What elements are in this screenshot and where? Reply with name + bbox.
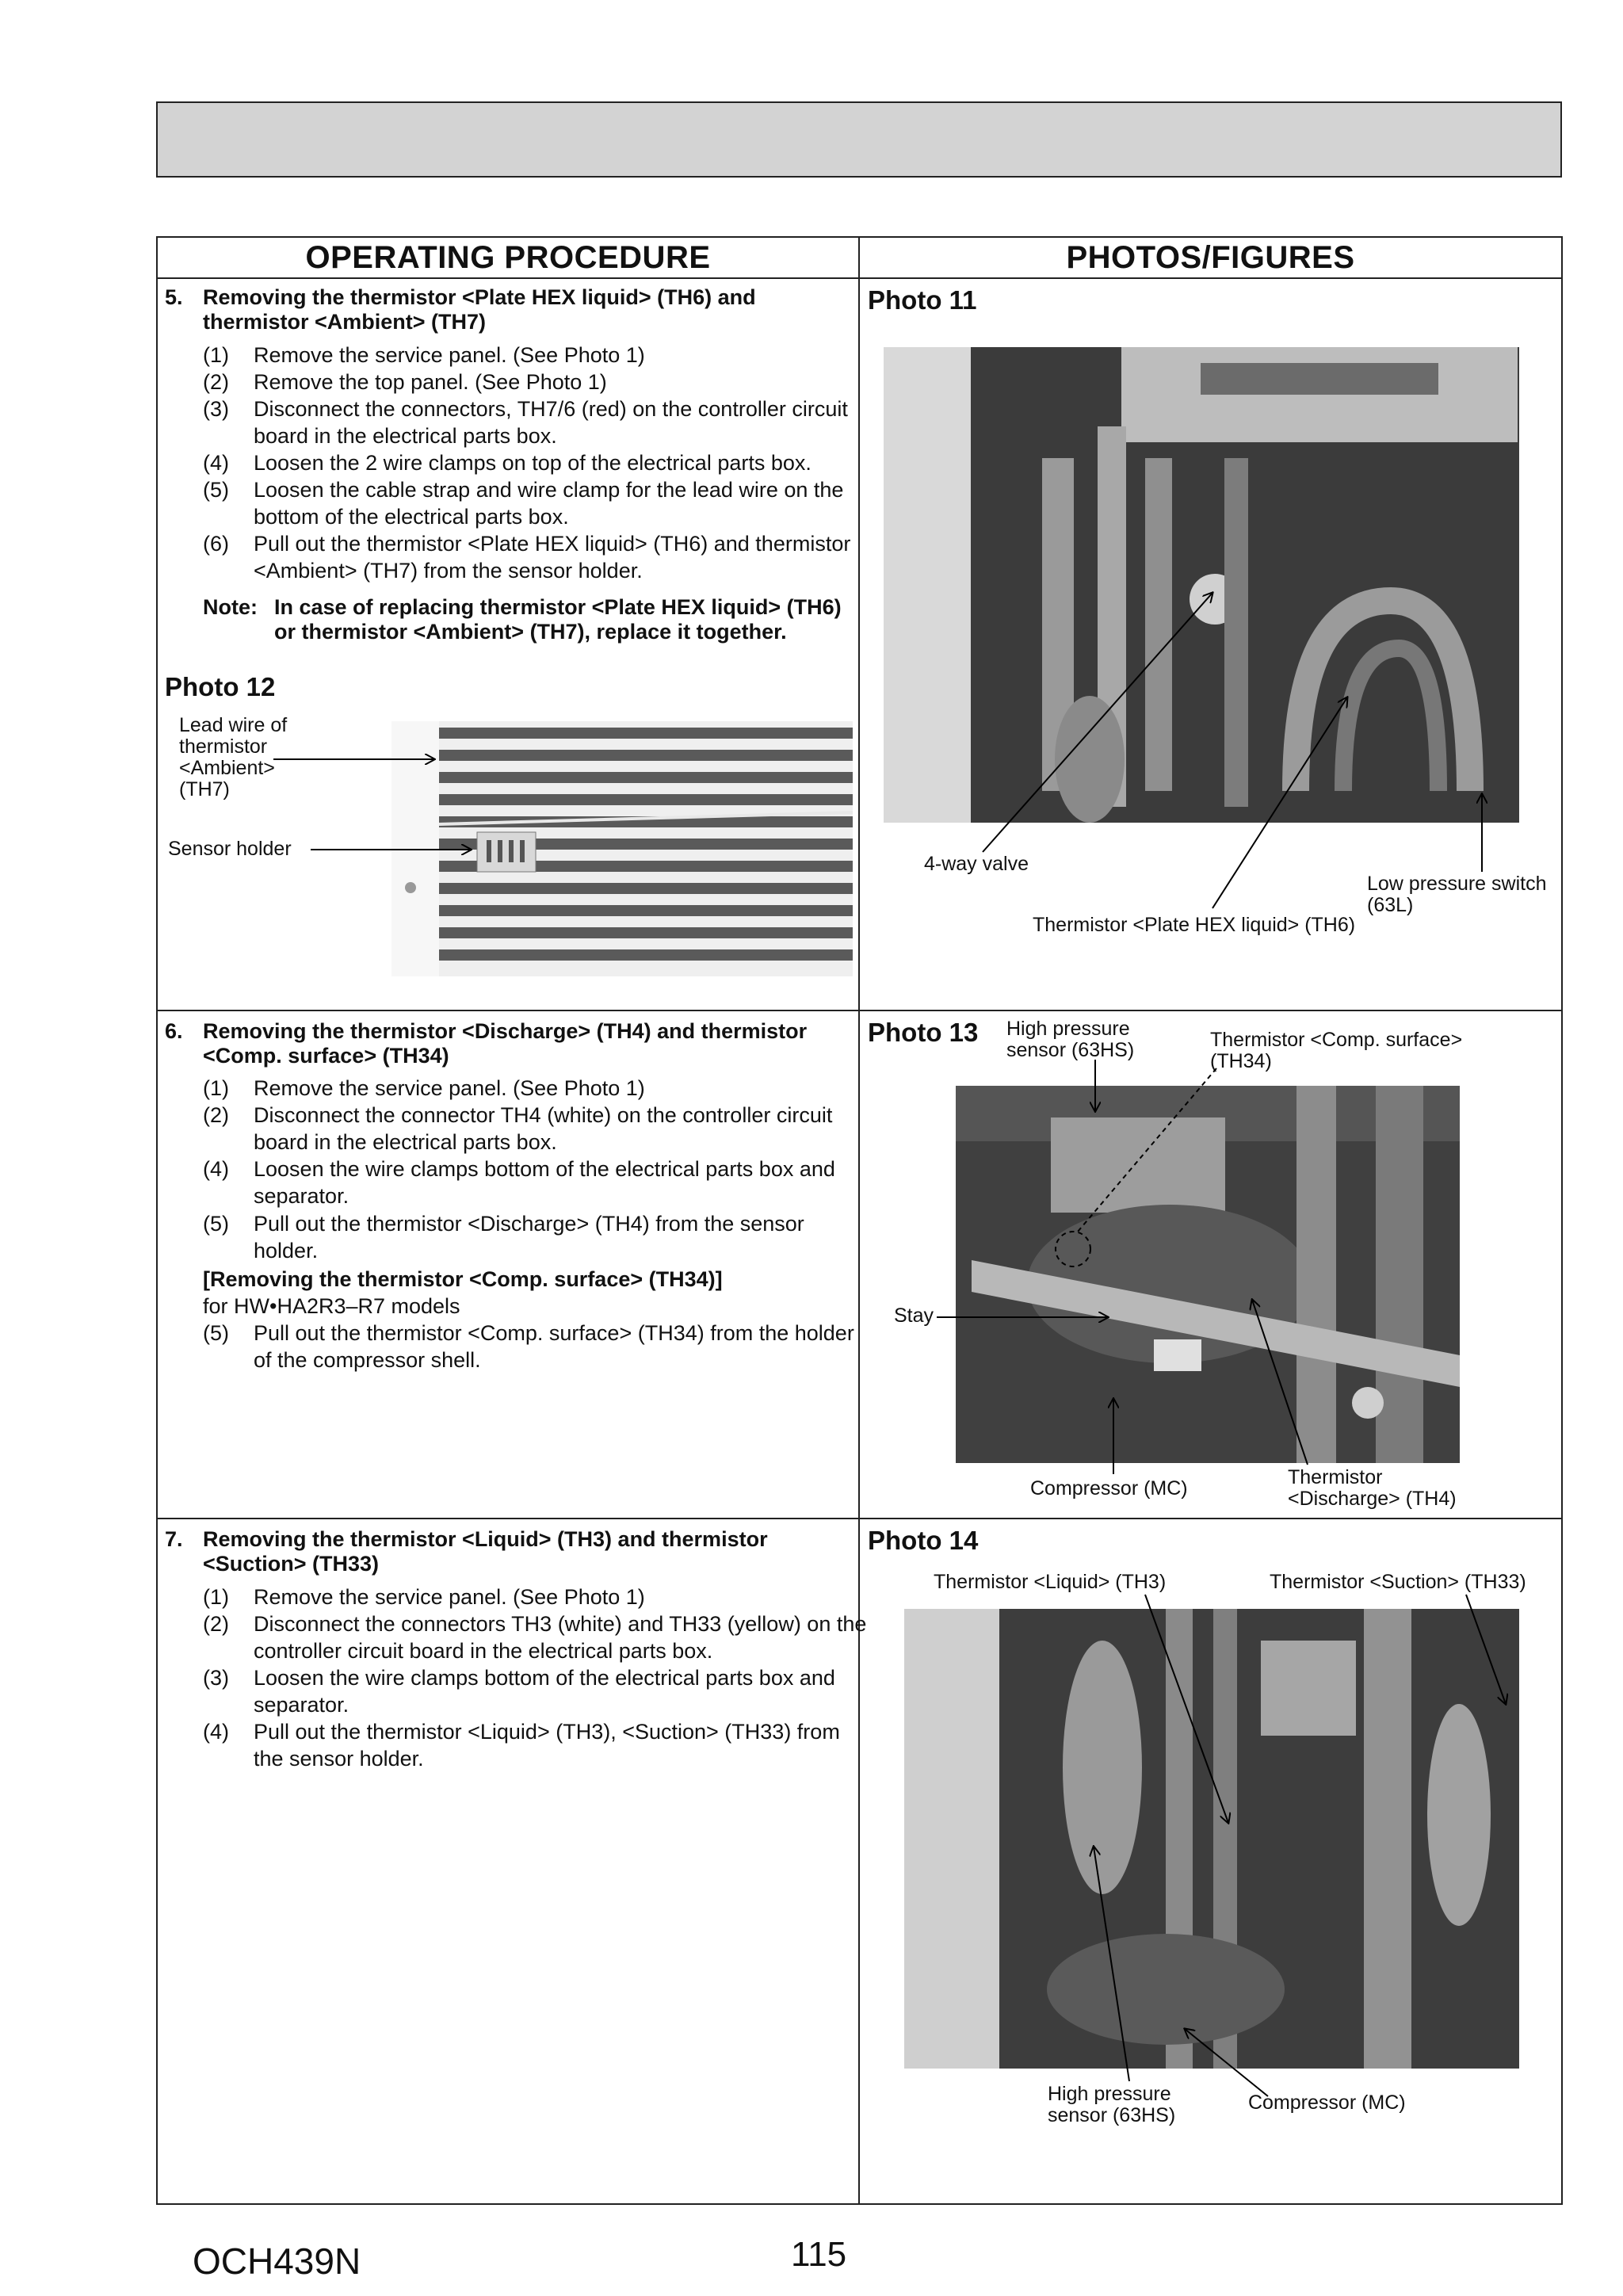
step5-title-text: Removing the thermistor <Plate HEX liquid> (TH6) and thermistor <Ambient> (TH7) — [203, 285, 756, 334]
row-divider-2 — [156, 1518, 1563, 1519]
photo14-high-pressure-label: High pressure sensor (63HS) — [1048, 2083, 1176, 2126]
photo13-image — [956, 1086, 1460, 1463]
step7-number: 7. — [165, 1527, 183, 1551]
photo11-image — [884, 347, 1519, 823]
photo12-label: Photo 12 — [165, 672, 276, 701]
photo13-stay-label: Stay — [894, 1305, 934, 1327]
photo12-lead-wire-label: Lead wire of thermistor <Ambient> (TH7) — [179, 714, 288, 800]
row-divider-1 — [156, 1010, 1563, 1011]
photo11-4way-valve-label: 4-way valve — [924, 853, 1029, 875]
step6-number: 6. — [165, 1019, 183, 1043]
photo11-low-pressure-label: Low pressure switch (63L) — [1367, 873, 1547, 916]
step7-title-text: Removing the thermistor <Liquid> (TH3) and thermistor <Suction> (TH33) — [203, 1527, 768, 1576]
step5-number: 5. — [165, 285, 183, 309]
photo13-th4-label: Thermistor <Discharge> (TH4) — [1288, 1466, 1457, 1510]
footer-page-number: 115 — [791, 2235, 847, 2274]
step6-title — [165, 1019, 854, 1068]
step6-sub-models: for HW•HA2R3–R7 models — [203, 1294, 460, 1318]
step6-sub-title: [Removing the thermistor <Comp. surface> (TH34)] — [203, 1267, 723, 1291]
header-bar — [156, 101, 1562, 178]
photo12-sensor-holder-label: Sensor holder — [168, 838, 292, 860]
photo11-th6-label: Thermistor <Plate HEX liquid> (TH6) — [1033, 914, 1356, 936]
step7-title — [165, 1527, 854, 1576]
photo13-th34-label: Thermistor <Comp. surface> (TH34) — [1210, 1029, 1463, 1072]
footer-document-code: OCH439N — [193, 2241, 361, 2282]
note-label: Note: — [203, 595, 258, 619]
photo14-compressor-label: Compressor (MC) — [1248, 2092, 1406, 2114]
photo14-th3-label: Thermistor <Liquid> (TH3) — [934, 1571, 1167, 1593]
column-divider — [858, 236, 860, 2205]
photo13-compressor-label: Compressor (MC) — [1030, 1477, 1188, 1499]
header-photos-figures: PHOTOS/FIGURES — [1066, 240, 1355, 275]
photo13-high-pressure-label: High pressure sensor (63HS) — [1006, 1018, 1135, 1061]
photo11-label: Photo 11 — [868, 285, 977, 315]
photo14-th33-label: Thermistor <Suction> (TH33) — [1270, 1571, 1526, 1593]
step6-title-text: Removing the thermistor <Discharge> (TH4) and thermistor <Comp. surface> (TH34) — [203, 1019, 808, 1068]
header-divider — [156, 277, 1563, 279]
photo13-label: Photo 13 — [868, 1018, 979, 1047]
header-operating-procedure: OPERATING PROCEDURE — [305, 240, 711, 275]
photo12-image — [391, 721, 853, 976]
photo14-label: Photo 14 — [868, 1526, 979, 1555]
photo14-image — [904, 1609, 1519, 2069]
step5-title — [165, 285, 854, 334]
note-text: In case of replacing thermistor <Plate HEX liquid> (TH6) or thermistor <Ambient> (TH7), replace it together. — [274, 595, 842, 644]
